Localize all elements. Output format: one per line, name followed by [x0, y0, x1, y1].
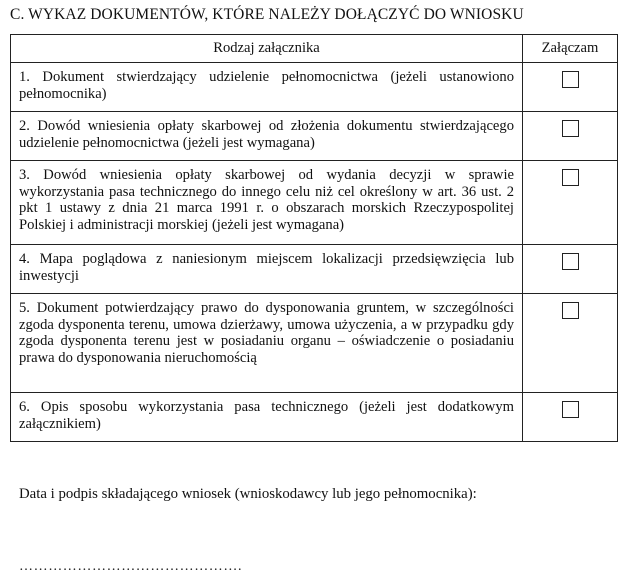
table-row — [11, 112, 618, 161]
attach-checkbox-6[interactable] — [562, 401, 579, 418]
attach-checkbox-1[interactable] — [562, 71, 579, 88]
table-row — [11, 161, 618, 245]
table-header-row — [11, 35, 618, 63]
header-attachment-type: Rodzaj załącznika — [11, 35, 523, 63]
attachment-description: 4. Mapa poglądowa z naniesionym miejscem lokalizacji przedsięwzięcia lub inwestycji — [11, 245, 523, 294]
header-attached: Załączam — [523, 35, 618, 63]
table-row — [11, 393, 618, 442]
attachment-description: 5. Dokument potwierdzający prawo do dysponowania gruntem, w szczególności zgoda dysponenta terenu, umowa dzierżawy, umowa użyczenia, a w przypadku gdy zgoda dysponenta terenu jest w posiadaniu organu – oświadczenie o posiadaniu prawa do dysponowania nieruchomością — [11, 294, 523, 393]
attachment-description: 6. Opis sposobu wykorzystania pasa technicznego (jeżeli jest dodatkowym załącznikiem) — [11, 393, 523, 442]
attachments-table — [10, 34, 618, 442]
attach-checkbox-2[interactable] — [562, 120, 579, 137]
attach-checkbox-4[interactable] — [562, 253, 579, 270]
attachment-description: 1. Dokument stwierdzający udzielenie pełnomocnictwa (jeżeli ustanowiono pełnomocnika) — [11, 63, 523, 112]
signature-line[interactable]: ………………………………………. — [19, 559, 243, 574]
table-row — [11, 63, 618, 112]
section-title: C. WYKAZ DOKUMENTÓW, KTÓRE NALEŻY DOŁĄCZYĆ DO WNIOSKU — [10, 6, 524, 23]
attachment-description: 2. Dowód wniesienia opłaty skarbowej od złożenia dokumentu stwierdzającego udzielenie pełnomocnictwa (jeżeli jest wymagana) — [11, 112, 523, 161]
table-row — [11, 294, 618, 393]
attachment-description: 3. Dowód wniesienia opłaty skarbowej od wydania decyzji w sprawie wykorzystania pasa technicznego do innego celu niż cel określony w art. 36 ust. 2 pkt 1 ustawy z dnia 21 marca 1991 r. o obszarach morskich Rzeczypospolitej Polskiej i administracji morskiej (jeżeli jest wymagana) — [11, 161, 523, 245]
attach-checkbox-5[interactable] — [562, 302, 579, 319]
attach-checkbox-3[interactable] — [562, 169, 579, 186]
signature-label: Data i podpis składającego wniosek (wnioskodawcy lub jego pełnomocnika): — [19, 486, 477, 502]
table-row — [11, 245, 618, 294]
